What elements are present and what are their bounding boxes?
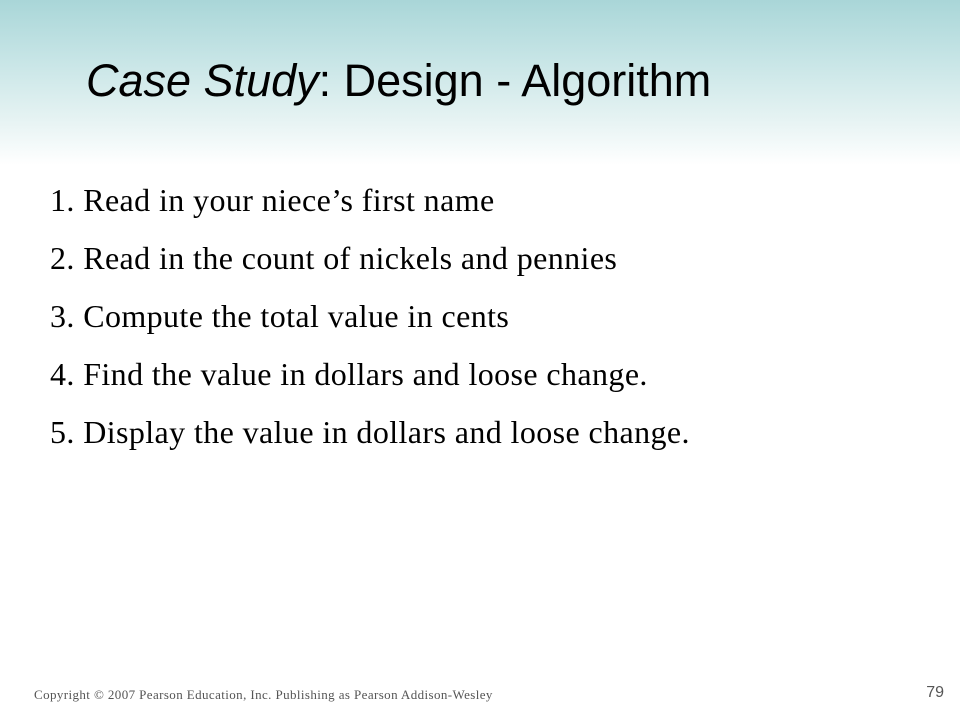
algorithm-step: 4. Find the value in dollars and loose change. xyxy=(50,356,648,392)
algorithm-step: 1. Read in your niece’s first name xyxy=(50,182,495,218)
slide-title-italic: Case Study xyxy=(86,55,319,106)
slide-title xyxy=(86,55,712,106)
algorithm-step: 5. Display the value in dollars and loose change. xyxy=(50,414,690,450)
algorithm-step: 3. Compute the total value in cents xyxy=(50,298,510,334)
copyright-footer: Copyright © 2007 Pearson Education, Inc. Publishing as Pearson Addison-Wesley xyxy=(34,687,493,702)
algorithm-steps-list xyxy=(50,178,690,468)
page-number: 79 xyxy=(926,684,944,701)
algorithm-step: 2. Read in the count of nickels and pennies xyxy=(50,240,618,276)
slide-title-rest: : Design - Algorithm xyxy=(318,55,712,106)
